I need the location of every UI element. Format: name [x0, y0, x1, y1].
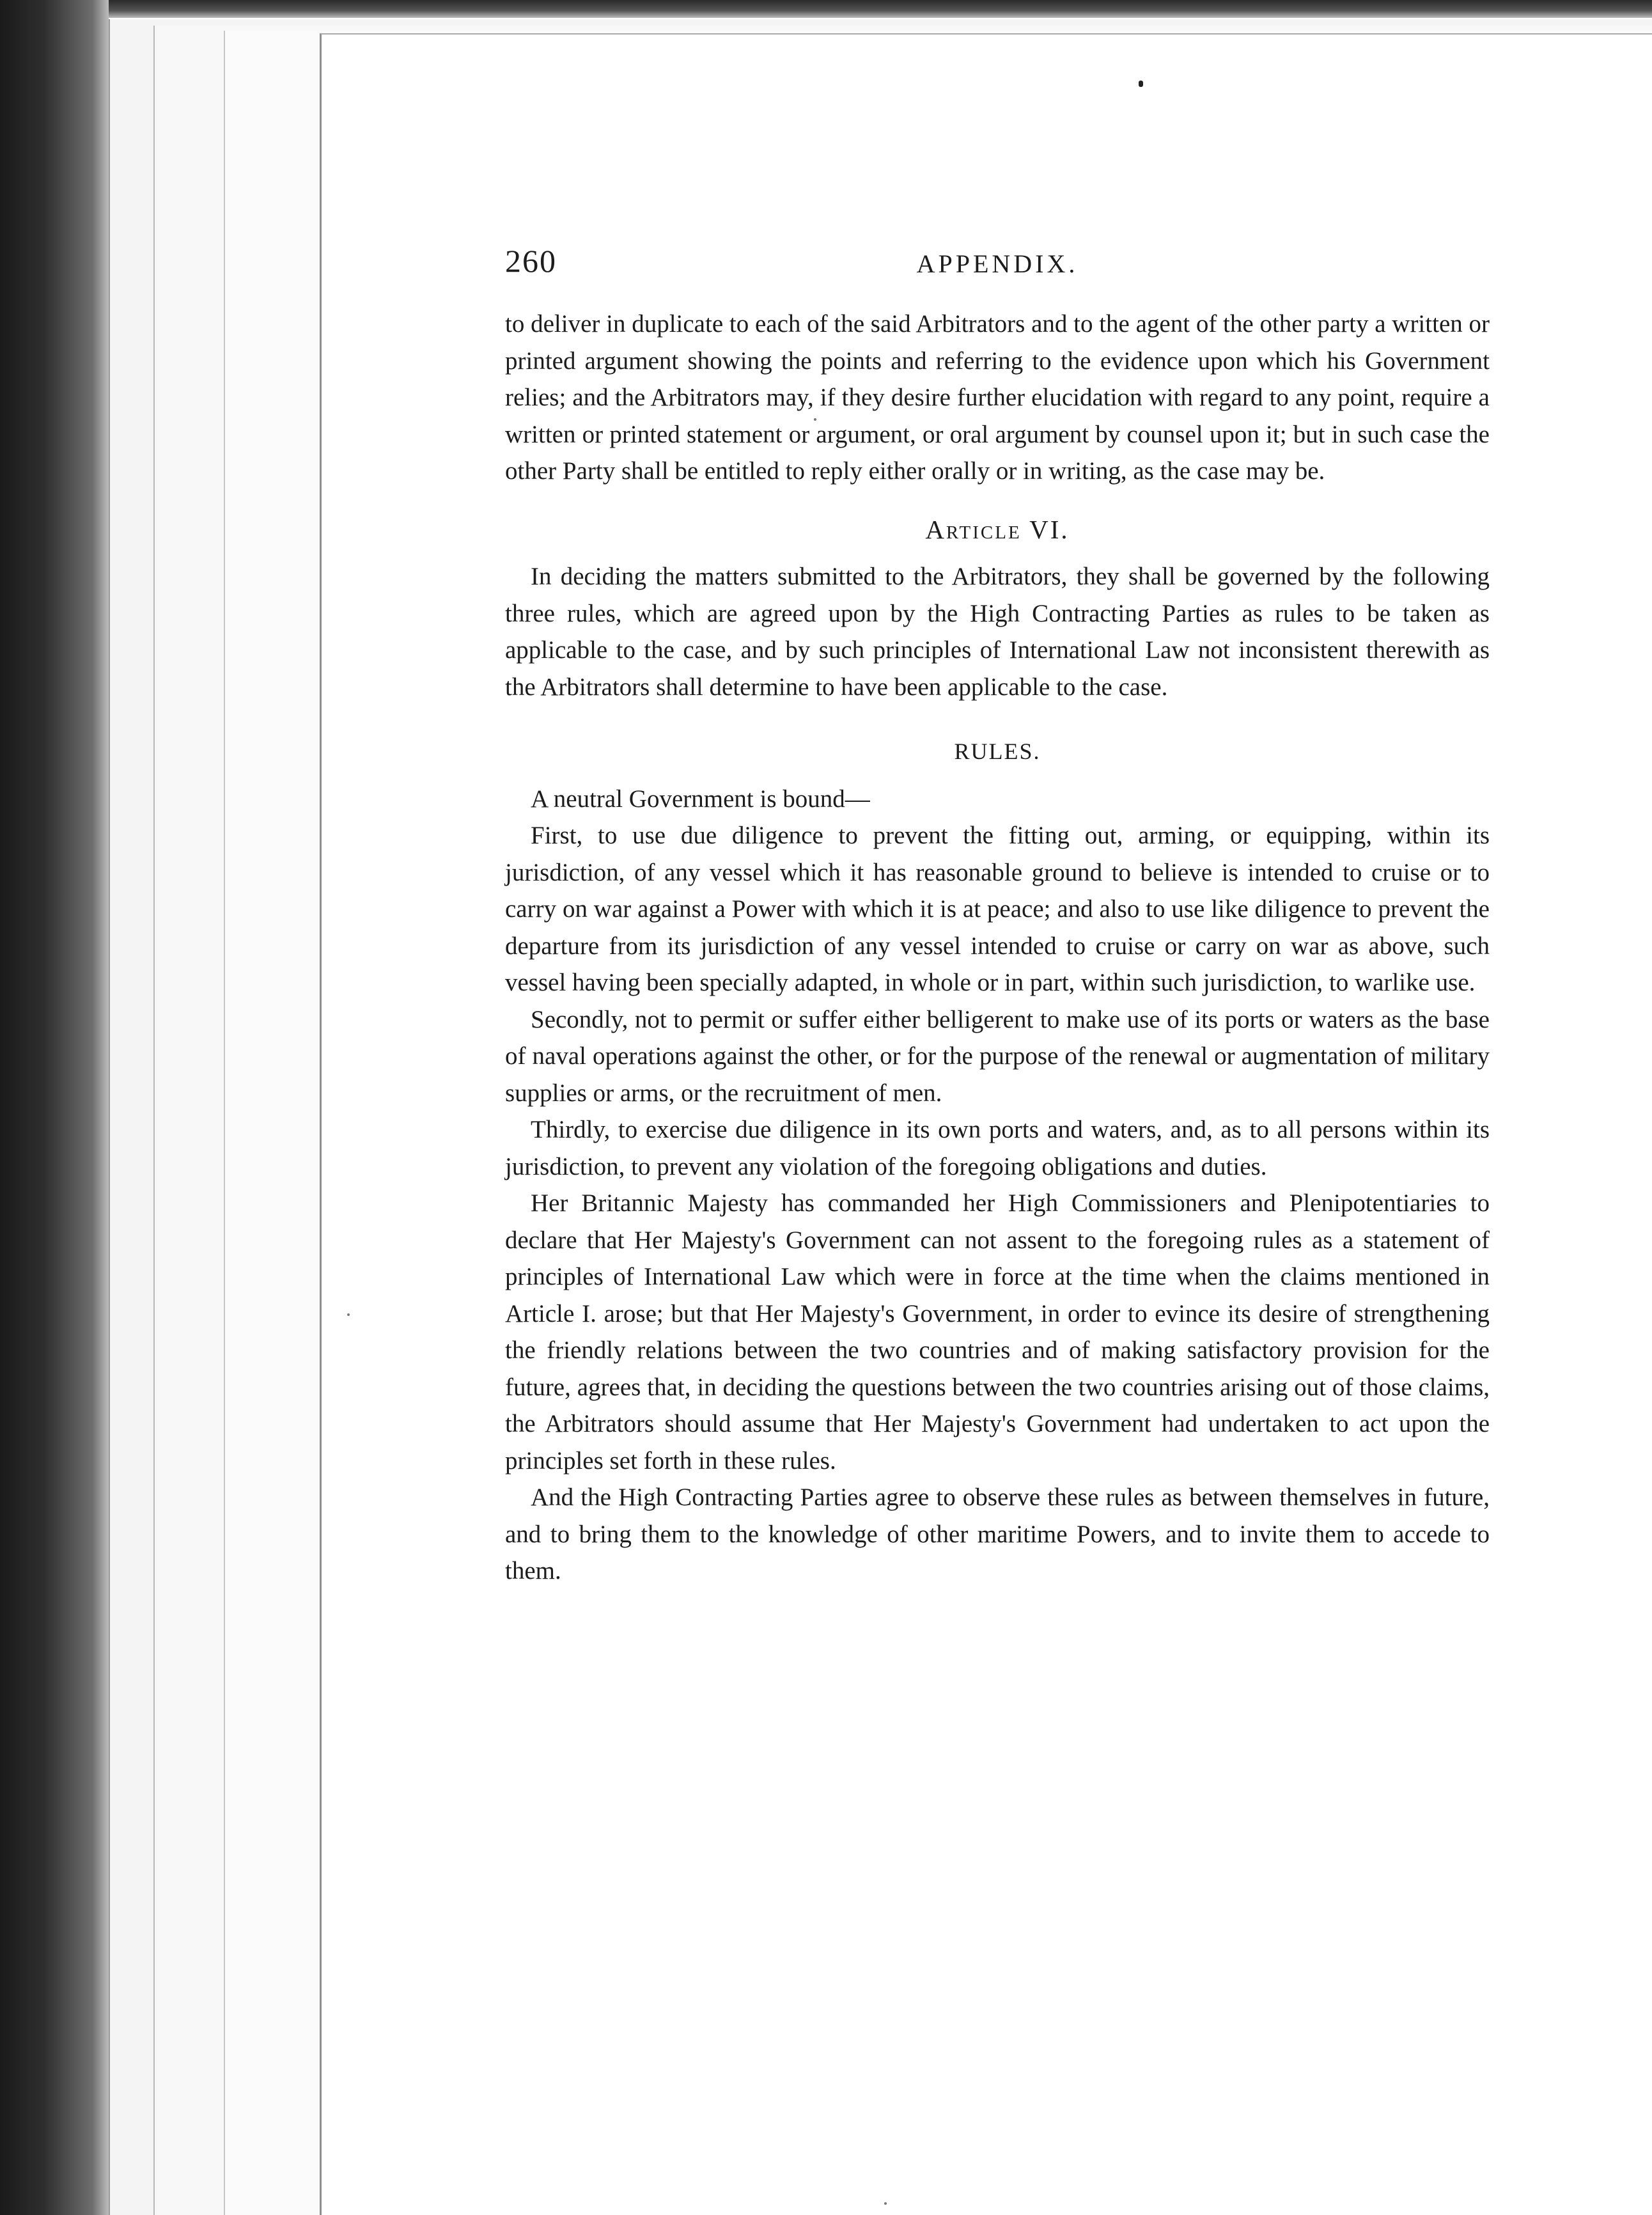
article-heading: Article VI.	[925, 514, 1070, 544]
rules-heading: RULES.	[954, 739, 1041, 764]
ink-speck	[884, 2202, 887, 2205]
article-paragraph: In deciding the matters submitted to the Arbitrators, they shall be governed by the following three rules, which are agreed upon by the High Contracting Parties as rules to be taken as applicable to the case, and by such principles of International Law not inconsistent therewith as the Arbitrators shall determine to have been applicable to the case.	[505, 563, 1490, 701]
scanner-top-edge	[0, 0, 1652, 18]
running-head	[505, 237, 1490, 294]
rule-paragraph: Secondly, not to permit or suffer either belligerent to make use of its ports or waters as the base of naval operations against the other, or for the purpose of the renewal or augmentation of military supplies or arms, or the recruitment of men.	[505, 1005, 1490, 1107]
paragraph-continuation: to deliver in duplicate to each of the said Arbitrators and to the agent of the other party a written or printed argument showing the points and referring to the evidence upon which his Government relies; and the Arbitrators may, if they desire further elucidation with regard to any point, require a written or printed statement or argument, or oral argument by counsel upon it; but in such case the other Party shall be entitled to reply either orally or in writing, as the case may be.	[505, 310, 1490, 485]
scanner-left-edge	[0, 0, 109, 2215]
running-title: APPENDIX.	[916, 249, 1079, 278]
rule-paragraph: First, to use due diligence to prevent the fitting out, arming, or equipping, within its jurisdiction, of any vessel which it has reasonable ground to believe is intended to cruise or to carry on war against a Power with which it is at peace; and also to use like diligence to prevent the departure from its jurisdiction of any vessel intended to cruise or carry on war as above, such vessel having been specially adapted, in whole or in part, within such jurisdiction, to warlike use.	[505, 822, 1490, 996]
ink-speck	[1139, 81, 1143, 87]
ink-speck	[347, 1313, 350, 1316]
rule-paragraph: A neutral Government is bound—	[531, 785, 870, 813]
rule-paragraph: Her Britannic Majesty has commanded her High Commissioners and Plenipotentiaries to declare that Her Majesty's Government can not assent to the foregoing rules as a statement of principles of International Law which were in force at the time when the claims mentioned in Article I. arose; but that Her Majesty's Government, in order to evince its desire of strengthening the friendly relations between the two countries and of making satisfactory provision for the future, agrees that, in deciding the questions between the two countries arising out of those claims, the Arbitrators should assume that Her Majesty's Government had undertaken to act upon the principles set forth in these rules.	[505, 1189, 1490, 1475]
rule-paragraph: Thirdly, to exercise due diligence in its own ports and waters, and, as to all persons within its jurisdiction, to prevent any violation of the foregoing obligations and duties.	[505, 1116, 1490, 1180]
page-number: 260	[505, 243, 557, 279]
rule-paragraph: And the High Contracting Parties agree to observe these rules as between themselves in future, and to bring them to the knowledge of other maritime Powers, and to invite them to accede to them.	[505, 1483, 1490, 1585]
page-text	[505, 237, 1490, 1590]
